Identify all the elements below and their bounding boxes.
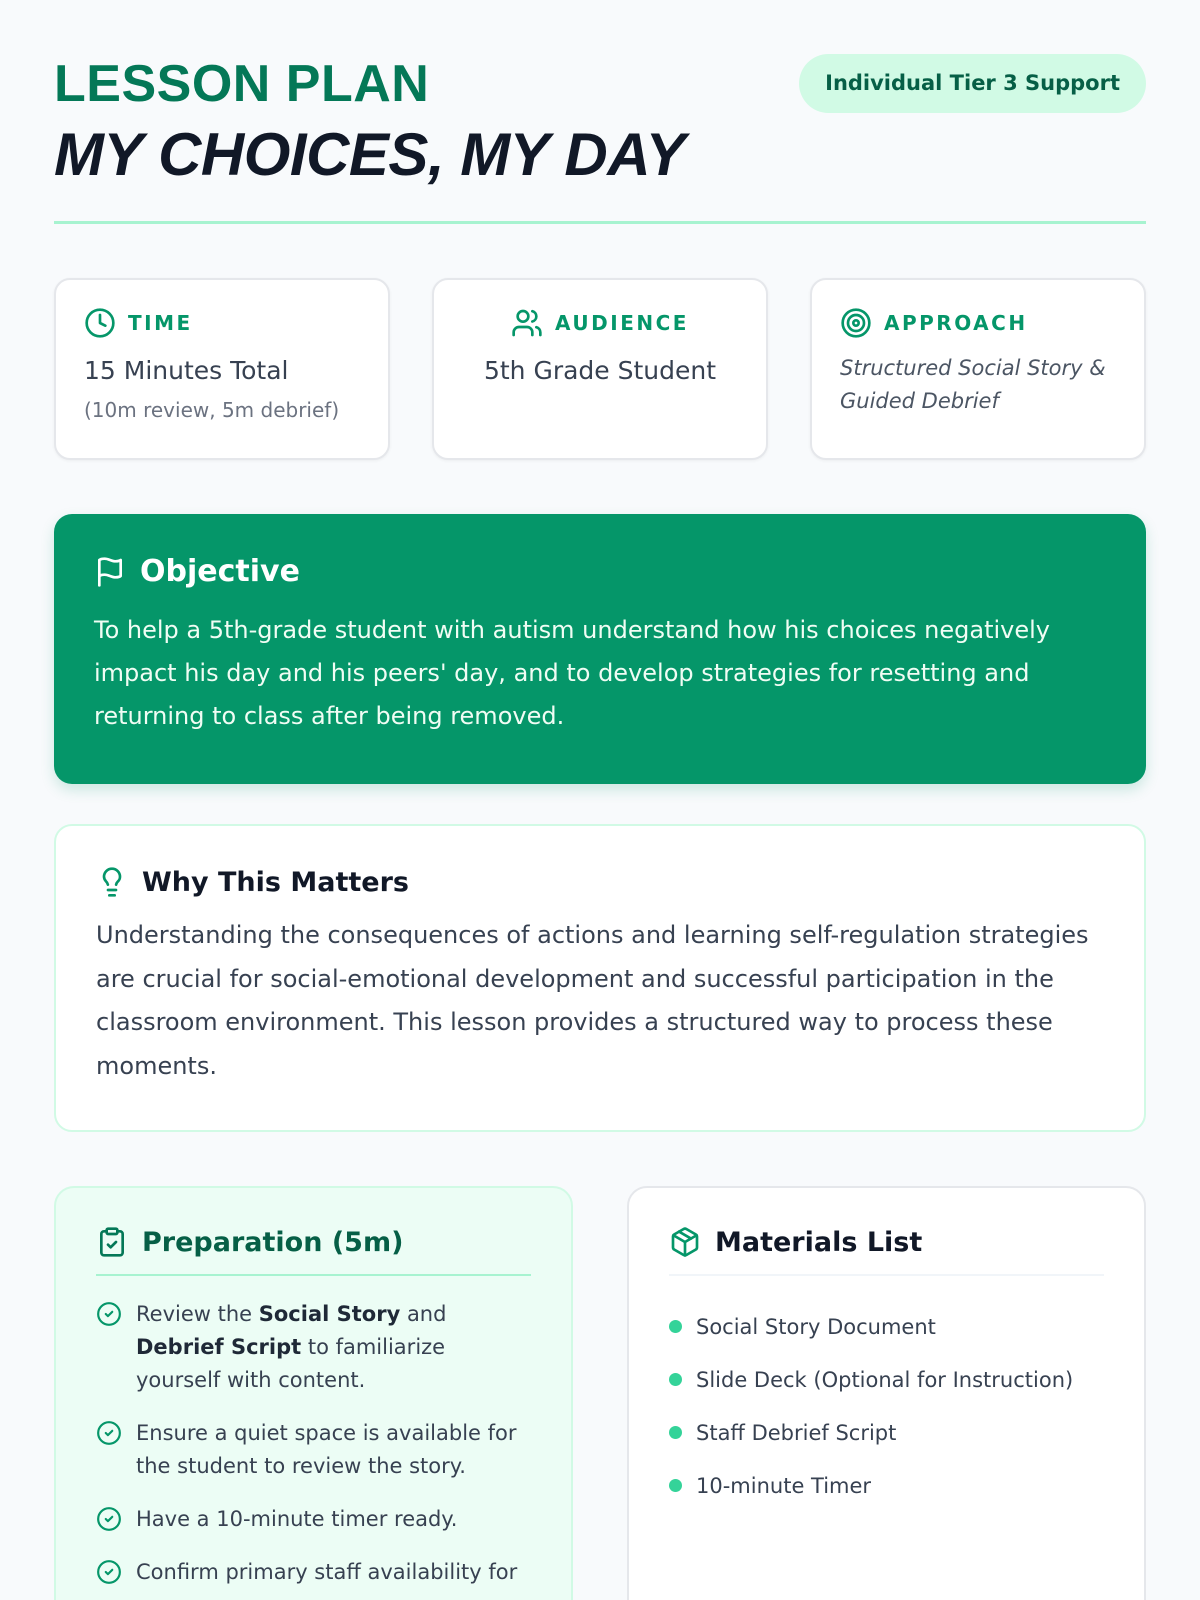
why-this-matters-section xyxy=(54,824,1146,1132)
debrief-script-emphasis: Debrief Script xyxy=(136,1335,302,1359)
objective-text: To help a 5th-grade student with autism understand how his choices negatively impact his day and his peers' day, and to develop strategies for resetting and returning to class after being removed. xyxy=(94,616,1050,730)
objective-section xyxy=(54,514,1146,784)
lightbulb-icon xyxy=(96,866,128,898)
approach-value: Structured Social Story & Guided Debrief xyxy=(840,356,1106,413)
check-circle-icon xyxy=(96,1301,122,1327)
materials-item xyxy=(669,1353,1104,1406)
preparation-item xyxy=(96,1556,531,1589)
preparation-item-text: Have a 10-minute timer ready. xyxy=(136,1507,458,1531)
clipboard-check-icon xyxy=(96,1226,128,1258)
check-circle-icon xyxy=(96,1506,122,1532)
approach-label: APPROACH xyxy=(884,311,1028,335)
materials-item-text: Slide Deck (Optional for Instruction) xyxy=(696,1367,1074,1392)
preparation-item xyxy=(96,1417,531,1483)
package-icon xyxy=(669,1226,701,1258)
audience-label: AUDIENCE xyxy=(555,311,689,335)
materials-item-text: Social Story Document xyxy=(696,1314,936,1339)
preparation-title: Preparation (5m) xyxy=(142,1226,404,1258)
materials-item xyxy=(669,1300,1104,1353)
bullet-dot xyxy=(669,1373,682,1386)
approach-card-header xyxy=(840,306,1116,340)
materials-item xyxy=(669,1406,1104,1459)
preparation-header xyxy=(96,1226,531,1276)
audience-card-header xyxy=(462,306,738,340)
users-icon xyxy=(511,307,543,339)
bullet-dot xyxy=(669,1426,682,1439)
time-label: TIME xyxy=(128,311,193,335)
materials-list xyxy=(669,1300,1104,1512)
check-circle-icon xyxy=(96,1559,122,1585)
clock-icon xyxy=(84,307,116,339)
why-title: Why This Matters xyxy=(142,866,409,898)
page-header xyxy=(54,0,1146,224)
preparation-panel xyxy=(54,1186,573,1600)
bullet-dot xyxy=(669,1320,682,1333)
materials-item-text: Staff Debrief Script xyxy=(696,1420,897,1445)
time-card-header xyxy=(84,306,360,340)
info-cards-row xyxy=(54,278,1146,460)
audience-value: 5th Grade Student xyxy=(483,356,717,385)
approach-card xyxy=(810,278,1146,460)
materials-item-text: 10-minute Timer xyxy=(696,1473,872,1498)
bullet-dot xyxy=(669,1479,682,1492)
time-breakdown: (10m review, 5m debrief) xyxy=(84,398,340,422)
objective-title: Objective xyxy=(140,554,300,589)
lesson-title: MY CHOICES, MY DAY xyxy=(54,121,686,188)
tier-badge: Individual Tier 3 Support xyxy=(799,54,1146,113)
why-header xyxy=(96,866,1104,898)
check-circle-icon xyxy=(96,1420,122,1446)
preparation-item-text: Confirm primary staff availability for xyxy=(136,1560,518,1584)
social-story-emphasis: Social Story xyxy=(258,1302,401,1326)
preparation-list xyxy=(96,1298,531,1589)
bottom-columns xyxy=(54,1186,1146,1600)
preparation-item xyxy=(96,1503,531,1536)
document-label: LESSON PLAN xyxy=(54,55,430,113)
materials-panel xyxy=(627,1186,1146,1600)
why-text: Understanding the consequences of actions and learning self-regulation strategies are crucial for social-emotional development and successful participation in the classroom environment. This lesson provides a structured way to process these moments. xyxy=(96,921,1089,1080)
target-icon xyxy=(840,307,872,339)
time-value: 15 Minutes Total xyxy=(84,356,289,385)
preparation-item-text: Review the Social Story and Debrief Script to familiarize yourself with content. xyxy=(136,1302,447,1392)
time-card xyxy=(54,278,390,460)
materials-item xyxy=(669,1459,1104,1512)
flag-icon xyxy=(94,556,126,588)
preparation-item-text: Ensure a quiet space is available for the student to review the story. xyxy=(136,1421,517,1478)
audience-card xyxy=(432,278,768,460)
materials-title: Materials List xyxy=(715,1226,923,1258)
objective-header xyxy=(94,554,1106,589)
preparation-item xyxy=(96,1298,531,1397)
materials-header xyxy=(669,1226,1104,1276)
